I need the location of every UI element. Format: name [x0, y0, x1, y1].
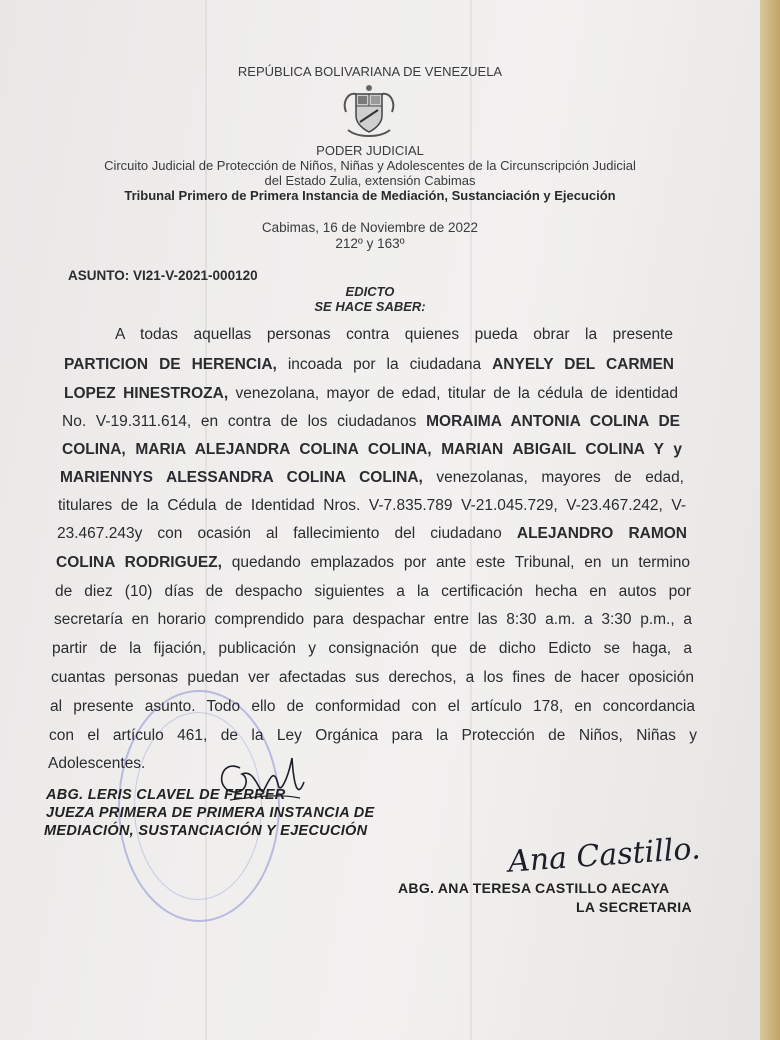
- judge-name: ABG. LERIS CLAVEL DE FERRER: [46, 787, 286, 803]
- document-title: EDICTO: [345, 284, 395, 299]
- judge-role-line-1: JUEZA PRIMERA DE PRIMERA INSTANCIA DE: [46, 805, 375, 821]
- body-line: MARIENNYS ALESSANDRA COLINA COLINA, venezolanas, mayores de edad,: [60, 469, 684, 486]
- body-line: 23.467.243y con ocasión al fallecimiento del ciudadano ALEJANDRO RAMON: [57, 525, 687, 542]
- republic-heading: REPÚBLICA BOLIVARIANA DE VENEZUELA: [237, 64, 503, 79]
- page-edge: [760, 0, 780, 1040]
- document-date: Cabimas, 16 de Noviembre de 2022: [261, 220, 479, 235]
- document-subtitle: SE HACE SABER:: [314, 299, 426, 314]
- body-line: secretaría en horario comprendido para despachar entre las 8:30 a.m. a 3:30 p.m., a: [54, 611, 692, 628]
- body-line: de diez (10) días de despacho siguientes a la certificación hecha en autos por: [55, 583, 691, 600]
- body-line: Adolescentes.: [48, 755, 146, 772]
- circuit-line-2: del Estado Zulia, extensión Cabimas: [264, 173, 476, 188]
- body-line: COLINA RODRIGUEZ, quedando emplazados por ante este Tribunal, en un termino: [56, 554, 691, 571]
- case-subject: ASUNTO: VI21-V-2021-000120: [68, 268, 258, 283]
- secretary-role: LA SECRETARIA: [576, 899, 692, 915]
- tribunal-heading: Tribunal Primero de Primera Instancia de Mediación, Sustanciación y Ejecución: [124, 188, 616, 203]
- secretary-name: ABG. ANA TERESA CASTILLO AECAYA: [398, 880, 670, 896]
- body-line: PARTICION DE HERENCIA, incoada por la ciudadana ANYELY DEL CARMEN: [64, 356, 674, 373]
- body-line: al presente asunto. Todo ello de conformidad con el artículo 178, en concordancia: [50, 698, 695, 715]
- secretary-handwritten-signature: Ana Castillo.: [507, 831, 702, 880]
- body-line: con el artículo 461, de la Ley Orgánica para la Protección de Niños, Niñas y: [49, 727, 697, 744]
- body-line: partir de la fijación, publicación y consignación que de dicho Edicto se haga, a: [52, 640, 692, 657]
- document-years: 212º y 163º: [335, 236, 405, 251]
- coat-of-arms-icon: [338, 84, 400, 140]
- body-line: LOPEZ HINESTROZA, venezolana, mayor de edad, titular de la cédula de identidad: [64, 385, 678, 402]
- body-line: COLINA, MARIA ALEJANDRA COLINA COLINA, MARIAN ABIGAIL COLINA Y y: [62, 441, 682, 458]
- branch-heading: PODER JUDICIAL: [316, 143, 424, 158]
- body-line: cuantas personas puedan ver afectadas sus derechos, a los fines de hacer oposición: [51, 669, 694, 686]
- judge-role-line-2: MEDIACIÓN, SUSTANCIACIÓN Y EJECUCIÓN: [44, 823, 368, 839]
- body-line: No. V-19.311.614, en contra de los ciudadanos MORAIMA ANTONIA COLINA DE: [62, 413, 680, 430]
- body-line: titulares de la Cédula de Identidad Nros. V-7.835.789 V-21.045.729, V-23.467.242, V-: [58, 497, 686, 514]
- body-line: A todas aquellas personas contra quienes pueda obrar la presente: [115, 326, 673, 343]
- circuit-line-1: Circuito Judicial de Protección de Niños, Niñas y Adolescentes de la Circunscripción Judicial: [104, 158, 636, 173]
